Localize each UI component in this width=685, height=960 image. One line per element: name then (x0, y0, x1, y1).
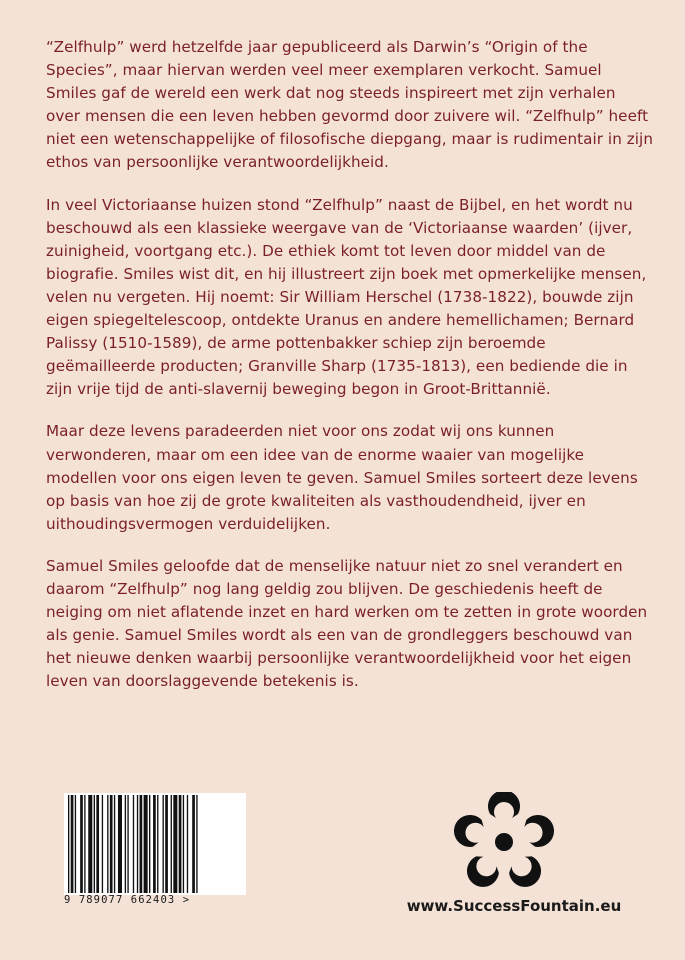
barcode-digits: 9 789077 662403 > (64, 894, 191, 906)
flower-logo-icon (454, 792, 554, 892)
paragraph-4: Samuel Smiles geloofde dat de menselijke natuur niet zo snel verandert en daarom “Zelfhulp” nog lang geldig zou blijven. De geschiedenis heeft de neiging om niet aflatende inzet en hard werken om te zetten in grote woorden als genie. Samuel Smiles wordt als een van de grondleggers beschouwd van het nieuwe denken waarbij persoonlijke verantwoordelijkheid voor het eigen leven van doorslaggevende betekenis is. (46, 556, 648, 691)
isbn-barcode (64, 793, 246, 913)
paragraph-1: “Zelfhulp” werd hetzelfde jaar gepubliceerd als Darwin’s “Origin of the Species”, maar hiervan werden veel meer exemplaren verkocht. Samuel Smiles gaf de wereld een werk dat nog steeds inspireert met zijn verhalen over mensen die een leven hebben gevormd door zuivere wil. “Zelfhulp” heeft niet een wetenschappelijke of filosofische diepgang, maar is rudimentair in zijn ethos van persoonlijke verantwoordelijkheid. (46, 38, 653, 172)
publisher-website: www.SuccessFountain.eu (406, 897, 622, 915)
paragraph-3: Maar deze levens paradeerden niet voor ons zodat wij ons kunnen verwonderen, maar om een idee van de enorme waaier van mogelijke modellen voor ons eigen leven te geven. Samuel Smiles sorteert deze levens op basis van hoe zij de grote kwaliteiten als vasthoudendheid, ijver en uithoudingsvermogen verduidelijken. (46, 422, 638, 533)
back-cover-text (46, 36, 654, 712)
barcode-bars (64, 793, 246, 895)
paragraph-2: In veel Victoriaanse huizen stond “Zelfhulp” naast de Bijbel, en het wordt nu beschouwd als een klassieke weergave van de ‘Victoriaanse waarden’ (ijver, zuinigheid, voortgang etc.). De ethiek komt tot leven door middel van de biografie. Smiles wist dit, en hij illustreert zijn boek met opmerkelijke mensen, velen nu vergeten. Hij noemt: Sir William Herschel (1738-1822), bouwde zijn eigen spiegeltelescoop, ontdekte Uranus en andere hemellichamen; Bernard Palissy (1510-1589), de arme pottenbakker schiep zijn beroemde geëmailleerde producten; Granville Sharp (1735-1813), een bediende die in zijn vrije tijd de anti-slavernij beweging begon in Groot-Brittannië. (46, 195, 647, 399)
